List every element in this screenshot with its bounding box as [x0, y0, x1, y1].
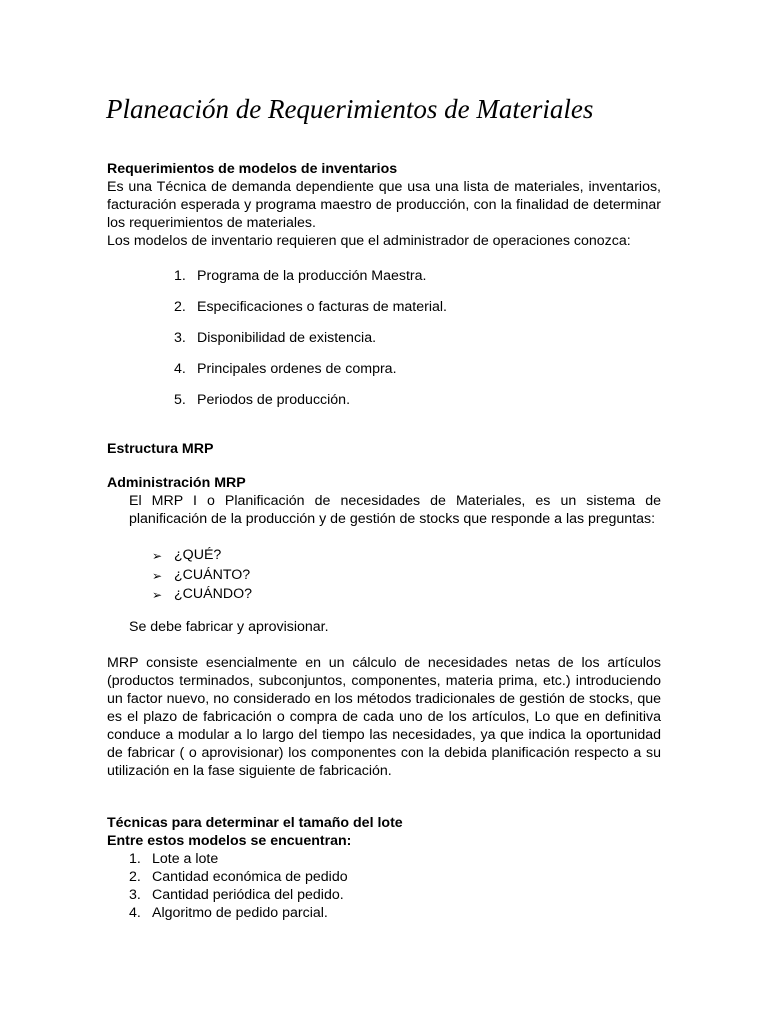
requirements-list — [174, 267, 447, 422]
questions-list — [152, 546, 252, 605]
arrow-bullet-icon: ➢ — [152, 549, 163, 563]
list-text: Principales ordenes de compra. — [197, 361, 397, 377]
list-number: 3. — [174, 330, 186, 346]
list-item — [129, 904, 348, 922]
lot-size-list — [129, 850, 348, 922]
list-item — [129, 868, 348, 886]
list-item — [174, 267, 447, 298]
bullet-text: ¿CUÁNDO? — [174, 586, 253, 602]
list-text: Cantidad económica de pedido — [152, 869, 348, 885]
bullet-text: ¿QUÉ? — [174, 547, 222, 563]
list-number: 4. — [129, 905, 141, 921]
list-item — [174, 298, 447, 329]
list-item — [129, 850, 348, 868]
paragraph: Se debe fabricar y aprovisionar. — [129, 619, 329, 635]
section-lot-size-techniques — [107, 814, 661, 850]
list-text: Disponibilidad de existencia. — [197, 330, 377, 346]
list-number: 1. — [129, 851, 141, 867]
page-title: Planeación de Requerimientos de Materiales — [106, 94, 594, 124]
bullet-item — [152, 566, 252, 586]
list-item — [174, 329, 447, 360]
list-item — [174, 391, 447, 422]
paragraph: El MRP I o Planificación de necesidades de Materiales, es un sistema de planificación de la producción y de gestión de stocks que responde a las preguntas: — [129, 493, 661, 527]
list-text: Lote a lote — [152, 851, 219, 867]
bullet-item — [152, 546, 252, 566]
arrow-bullet-icon: ➢ — [152, 588, 163, 602]
section-heading: Requerimientos de modelos de inventarios — [107, 161, 398, 177]
paragraph-mrp-explanation: MRP consiste esencialmente en un cálculo de necesidades netas de los artículos (productos terminados, subconjuntos, componentes, materia prima, etc.) introduciendo un factor nuevo, no considerado en los métodos tradicionales de gestión de stocks, que es el plazo de fabricación o compra de cada uno de los artículos, Lo que en definitiva conduce a modular a lo largo del tiempo las necesidades, ya que indica la oportunidad de fabricar ( o aprovisionar) los componentes con la debida planificación respecto a su utilización en la fase siguiente de fabricación. — [107, 655, 661, 779]
list-text: Periodos de producción. — [197, 392, 351, 408]
bullet-text: ¿CUÁNTO? — [174, 566, 251, 583]
list-text: Cantidad periódica del pedido. — [152, 887, 344, 903]
list-text: Programa de la producción Maestra. — [197, 268, 427, 284]
section-heading-mrp-administration: Administración MRP — [107, 475, 246, 491]
arrow-bullet-icon: ➢ — [152, 568, 163, 583]
list-number: 1. — [174, 268, 186, 284]
paragraph: Es una Técnica de demanda dependiente que usa una lista de materiales, inventarios, facturación esperada y programa maestro de producción, con la finalidad de determinar los requerimientos de materiales. — [107, 179, 661, 231]
list-text: Especificaciones o facturas de material. — [197, 299, 447, 315]
list-number: 4. — [174, 361, 186, 377]
list-item — [129, 886, 348, 904]
list-text: Algoritmo de pedido parcial. — [152, 905, 328, 921]
section-subheading: Entre estos modelos se encuentran: — [107, 833, 352, 849]
section-inventory-requirements — [107, 160, 661, 250]
section-heading-mrp-structure: Estructura MRP — [107, 441, 214, 457]
list-number: 2. — [174, 299, 186, 315]
bullet-item — [152, 585, 252, 605]
list-number: 5. — [174, 392, 186, 408]
paragraph: Los modelos de inventario requieren que el administrador de operaciones conozca: — [107, 233, 631, 249]
section-heading: Técnicas para determinar el tamaño del lote — [107, 815, 403, 831]
list-item — [174, 360, 447, 391]
list-number: 2. — [129, 869, 141, 885]
list-number: 3. — [129, 887, 141, 903]
